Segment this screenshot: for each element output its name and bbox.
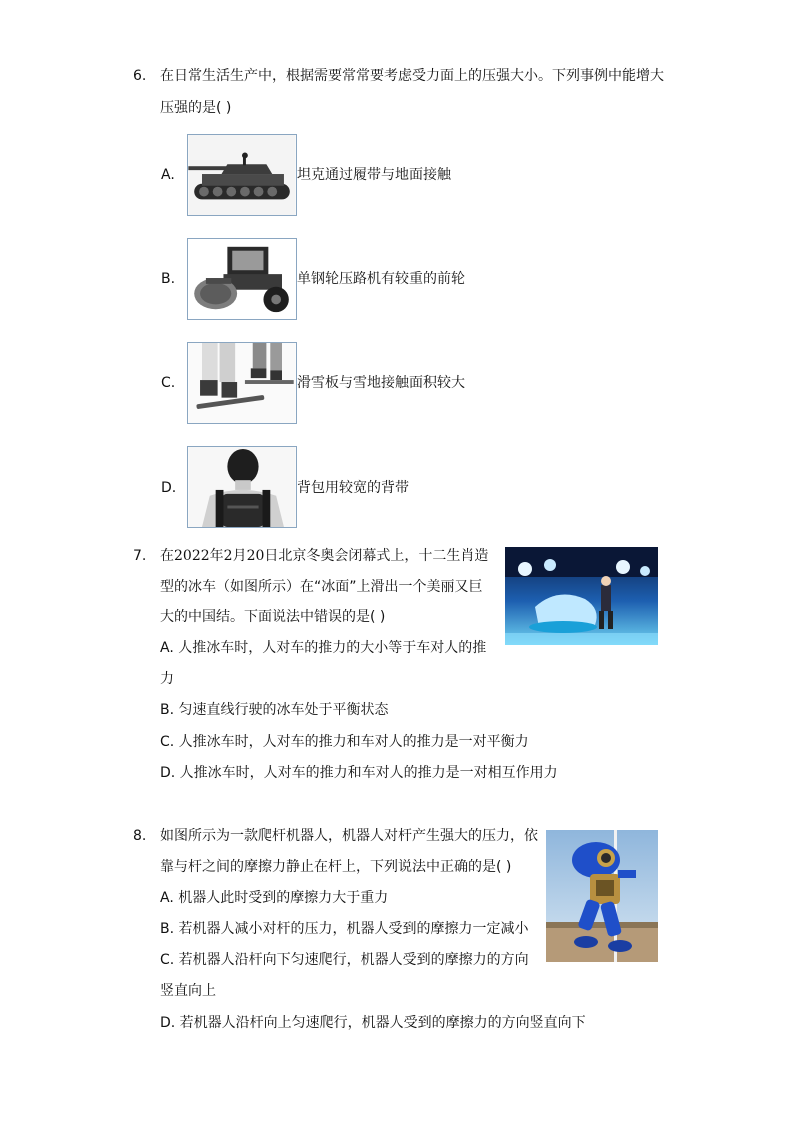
q7-option-c: C. 人推冰车时，人对车的推力和车对人的推力是一对平衡力: [160, 734, 529, 750]
road-roller-photo: [187, 238, 297, 320]
q8-option-c-line2: 竖直向上: [160, 983, 216, 999]
tank-photo: [187, 134, 297, 216]
pole-climbing-robot-photo: [546, 830, 658, 962]
q7-stem-line2: 型的冰车（如图所示）在“冰面”上滑出一个美丽又巨: [160, 579, 483, 595]
q6-option-b-letter: B.: [161, 271, 176, 287]
q8-stem-line1: 如图所示为一款爬杆机器人，机器人对杆产生强大的压力，依: [160, 828, 538, 844]
q6-number: 6.: [133, 68, 147, 84]
q7-month: 2: [223, 548, 233, 564]
q8-number: 8.: [133, 828, 147, 844]
ice-sled-image: [505, 547, 658, 645]
q6-option-d-text: 背包用较宽的背带: [297, 480, 409, 496]
q7-day: 20: [246, 548, 265, 564]
q6-option-c-text: 滑雪板与雪地接触面积较大: [297, 375, 465, 391]
q6-option-c-letter: C.: [161, 375, 176, 391]
q8-option-d: D. 若机器人沿杆向上匀速爬行，机器人受到的摩擦力的方向竖直向下: [160, 1015, 586, 1031]
backpack-image: [188, 447, 296, 527]
backpack-photo: [187, 446, 297, 528]
q7-year: 2022: [174, 548, 210, 564]
q7-option-b: B. 匀速直线行驶的冰车处于平衡状态: [160, 702, 389, 718]
q6-option-a-letter: A.: [161, 167, 175, 183]
q8-option-c-line1: C. 若机器人沿杆向下匀速爬行，机器人受到的摩擦力的方向: [160, 952, 529, 968]
q7-option-d: D. 人推冰车时，人对车的推力和车对人的推力是一对相互作用力: [160, 765, 558, 781]
q7-option-a-line1: A. 人推冰车时，人对车的推力的大小等于车对人的推: [160, 640, 487, 656]
pole-climbing-robot-image: [546, 830, 658, 962]
q7-stem-mid2: 月: [232, 548, 247, 564]
q6-option-d-letter: D.: [161, 480, 177, 496]
q7-stem-pre: 在: [160, 548, 174, 564]
road-roller-image: [188, 239, 296, 319]
q6-stem-line1: 在日常生活生产中，根据需要常常要考虑受力面上的压强大小。下列事例中能增大: [160, 68, 664, 84]
q7-stem-line1: [160, 546, 488, 566]
q7-stem-line3: 大的中国结。下面说法中错误的是( ): [160, 609, 386, 625]
tank-image: [188, 135, 296, 215]
q7-option-a-line2: 力: [160, 671, 174, 687]
ice-sled-photo: [505, 547, 658, 645]
q7-number: 7.: [133, 548, 147, 564]
q6-option-a-text: 坦克通过履带与地面接触: [297, 167, 451, 183]
q6-stem-line2: 压强的是( ): [160, 100, 232, 116]
q7-stem-post: 日北京冬奥会闭幕式上，十二生肖造: [264, 548, 489, 564]
snowboard-image: [188, 343, 296, 423]
q7-stem-mid1: 年: [209, 548, 224, 564]
q6-option-b-text: 单钢轮压路机有较重的前轮: [297, 271, 465, 287]
snowboard-photo: [187, 342, 297, 424]
q8-option-a: A. 机器人此时受到的摩擦力大于重力: [160, 890, 389, 906]
q8-option-b: B. 若机器人减小对杆的压力，机器人受到的摩擦力一定减小: [160, 921, 529, 937]
q8-stem-line2: 靠与杆之间的摩擦力静止在杆上，下列说法中正确的是( ): [160, 859, 512, 875]
